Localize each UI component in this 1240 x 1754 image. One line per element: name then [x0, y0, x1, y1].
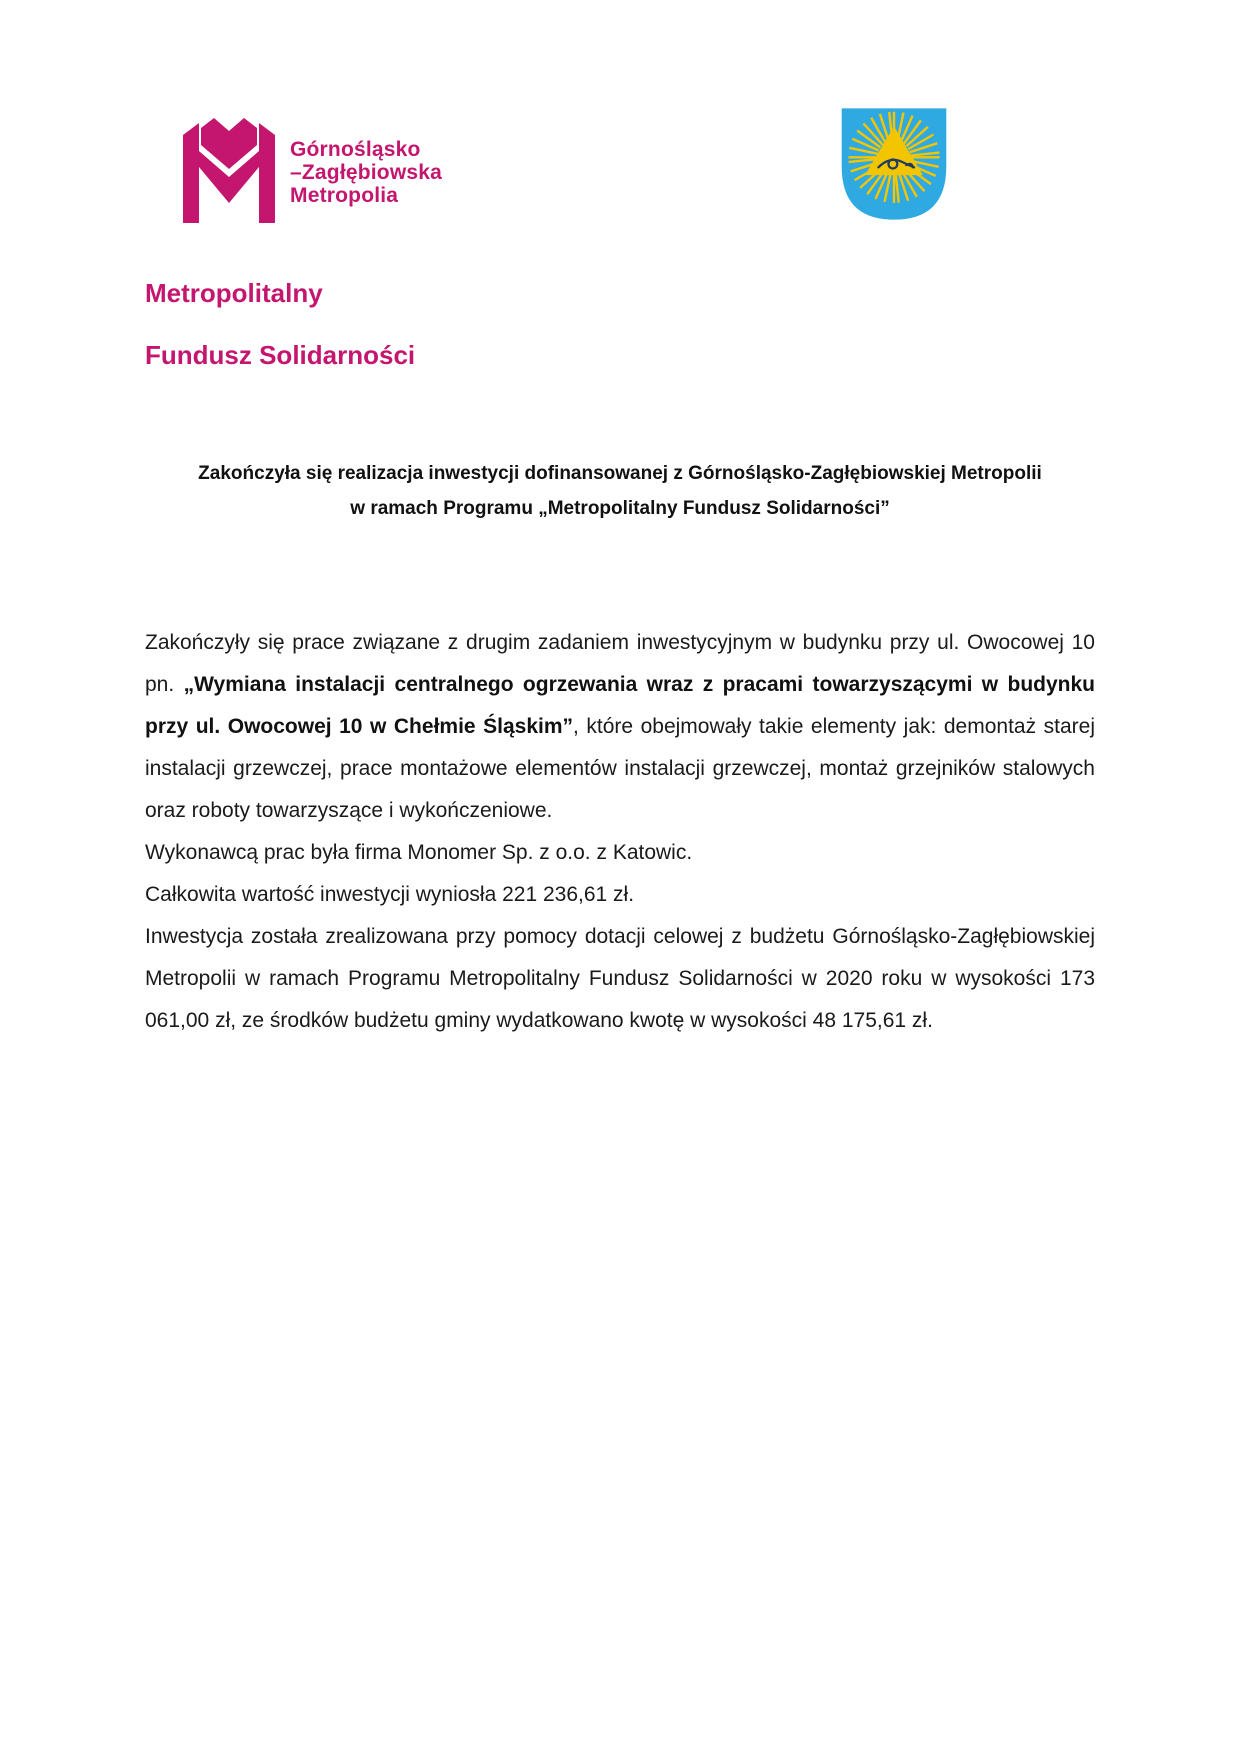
document-body: [145, 622, 1095, 1042]
paragraph-investment-scope: [145, 622, 1095, 832]
paragraph-total-value: Całkowita wartość inwestycji wyniosła 221 236,61 zł.: [145, 883, 635, 906]
investment-intro: Zakończyły się prace związane z drugim zadaniem inwestycyjnym w budynku przy ul. Owocowej 10 pn.: [145, 631, 1095, 696]
gzm-wordmark-line: –Zagłębiowska: [290, 161, 442, 184]
gzm-heart-m-icon: [183, 115, 275, 223]
gzm-logo: [183, 115, 442, 223]
program-heading: [145, 278, 1095, 370]
document-header: [145, 113, 1095, 222]
gzm-wordmark-line: Górnośląsko: [290, 138, 421, 161]
paragraph-funding-sources: Inwestycja została zrealizowana przy pomocy dotacji celowej z budżetu Górnośląsko-Zagłębiowskiej Metropolii w ramach Programu Metropolitalny Fundusz Solidarności w 2020 roku w wysokości 173 061,00 zł, ze środków budżetu gminy wydatkowano kwotę w wysokości 48 175,61 zł.: [145, 925, 1095, 1032]
gzm-wordmark-line: Metropolia: [290, 184, 399, 207]
program-heading-line-2: Fundusz Solidarności: [145, 340, 416, 370]
gzm-logo-wordmark: [290, 115, 442, 207]
investment-project-name: „Wymiana instalacji centralnego ogrzewania wraz z pracami towarzyszącymi w budynku przy ul. Owocowej 10 w Chełmie Śląskim”: [145, 673, 1096, 738]
chelm-slaski-coat-of-arms-icon: [838, 105, 950, 223]
program-heading-line-1: Metropolitalny: [145, 278, 323, 308]
announcement-title-line-2: w ramach Programu „Metropolitalny Fundusz Solidarności”: [350, 498, 890, 519]
paragraph-contractor: Wykonawcą prac była firma Monomer Sp. z o.o. z Katowic.: [145, 841, 693, 864]
investment-details: , które obejmowały takie elementy jak: demontaż starej instalacji grzewczej, prace montażowe elementów instalacji grzewczej, montaż grzejników stalowych oraz roboty towarzyszące i wykończeniowe.: [145, 715, 1095, 822]
announcement-title: [145, 456, 1095, 526]
announcement-title-line-1: Zakończyła się realizacja inwestycji dofinansowanej z Górnośląsko-Zagłębiowskiej Metropolii: [198, 463, 1042, 484]
